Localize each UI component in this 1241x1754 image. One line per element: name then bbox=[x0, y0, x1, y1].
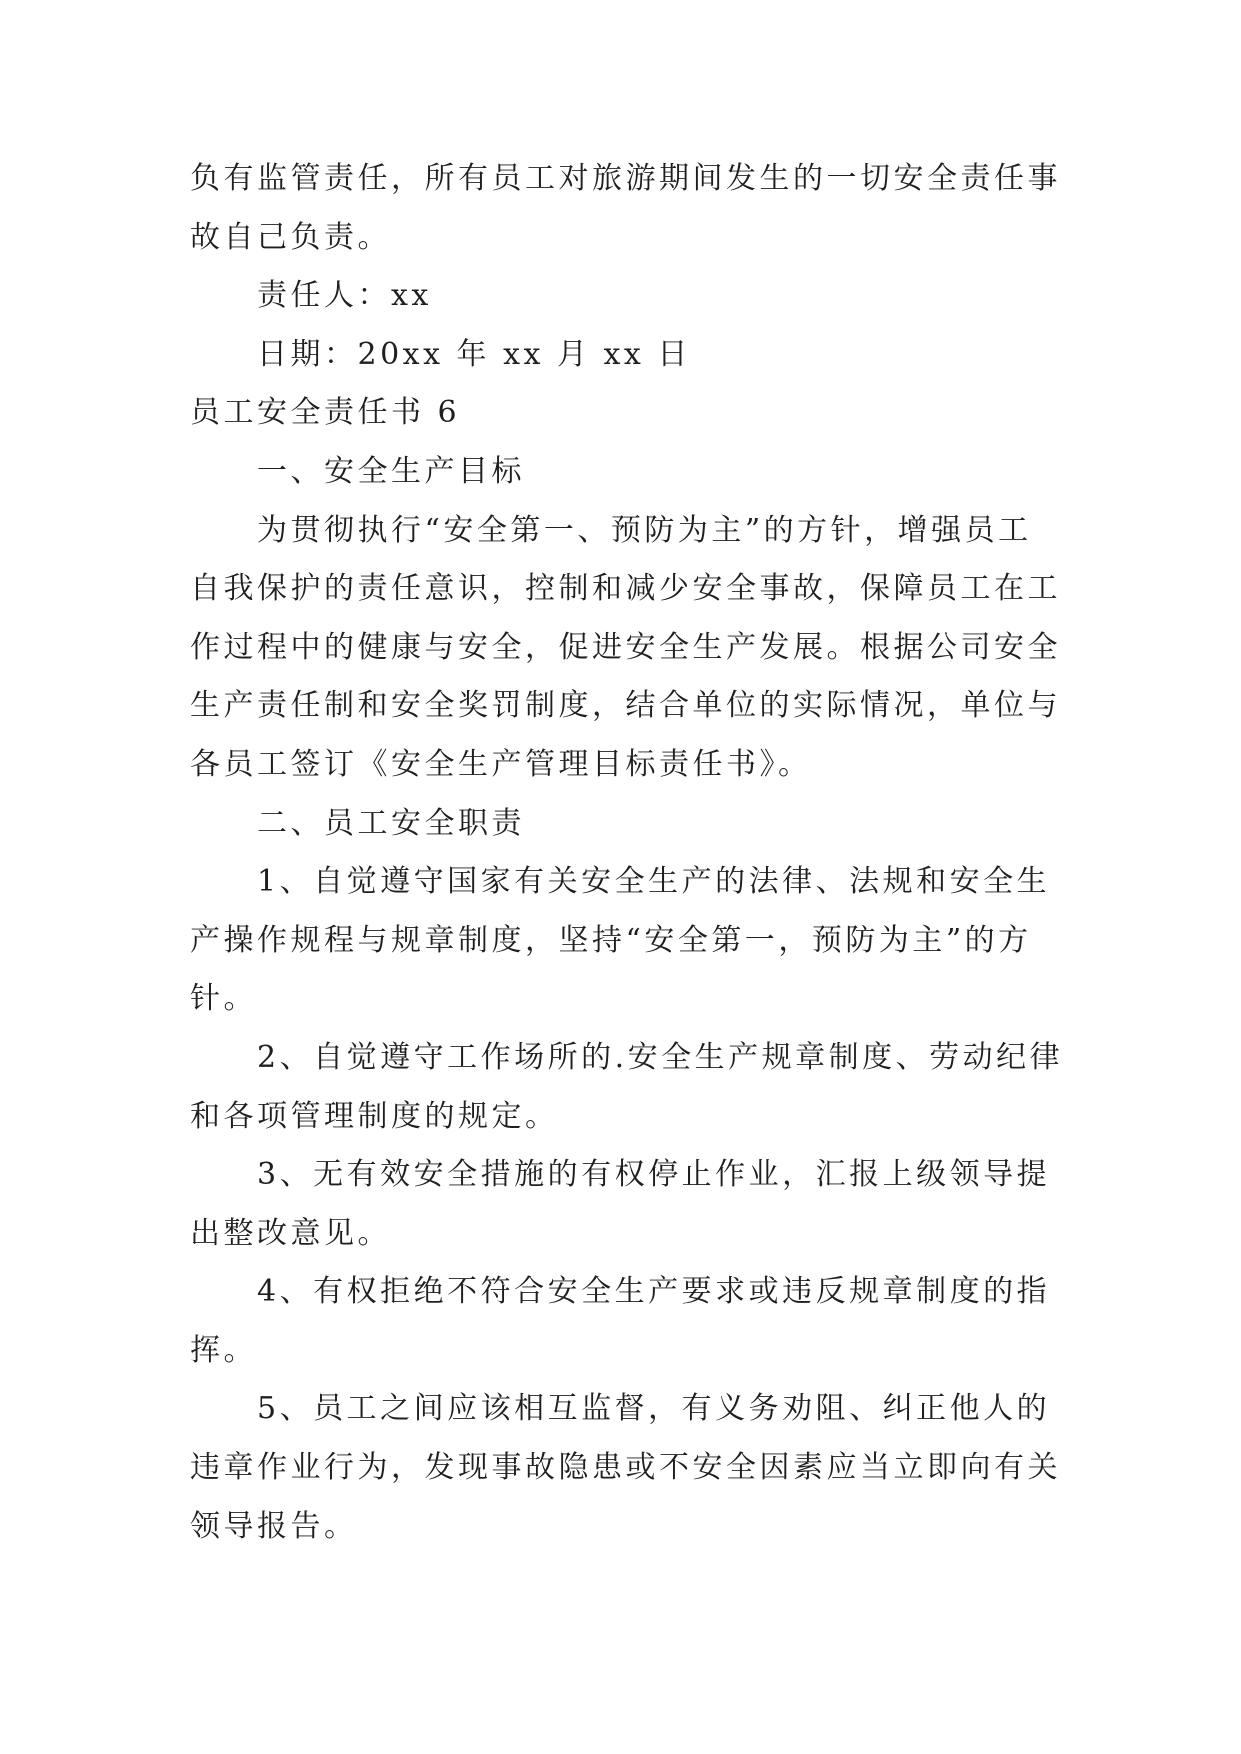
subheading-goals: 一、安全生产目标 bbox=[257, 453, 525, 489]
list-item-4: 4、有权拒绝不符合安全生产要求或违反规章制度的指 bbox=[257, 1274, 1051, 1310]
list-item-5-cont: 违章作业行为，发现事故隐患或不安全因素应当立即向有关 bbox=[190, 1450, 1061, 1486]
section-title: 员工安全责任书 6 bbox=[190, 395, 461, 431]
paragraph-line: 生产责任制和安全奖罚制度，结合单位的实际情况，单位与 bbox=[190, 688, 1061, 724]
list-item-2-cont: 和各项管理制度的规定。 bbox=[190, 1098, 559, 1134]
signatory-line: 责任人：xx bbox=[257, 278, 432, 314]
list-item-5: 5、员工之间应该相互监督，有义务劝阻、纠正他人的 bbox=[257, 1391, 1051, 1427]
paragraph-line: 各员工签订《安全生产管理目标责任书》。 bbox=[190, 746, 812, 782]
list-item-2: 2、自觉遵守工作场所的.安全生产规章制度、劳动纪律 bbox=[257, 1039, 1064, 1075]
list-item-4-cont: 挥。 bbox=[190, 1332, 257, 1368]
list-item-1-cont: 产操作规程与规章制度，坚持“安全第一，预防为主”的方 bbox=[190, 922, 1032, 958]
list-item-3-cont: 出整改意见。 bbox=[190, 1215, 391, 1251]
list-item-3: 3、无有效安全措施的有权停止作业，汇报上级领导提 bbox=[257, 1157, 1051, 1193]
paragraph-line: 负有监管责任，所有员工对旅游期间发生的一切安全责任事 bbox=[190, 161, 1061, 196]
date-line: 日期：20xx 年 xx 月 xx 日 bbox=[257, 336, 691, 372]
paragraph-line: 故自己负责。 bbox=[190, 219, 391, 255]
list-item-1: 1、自觉遵守国家有关安全生产的法律、法规和安全生 bbox=[257, 864, 1051, 900]
paragraph-line: 自我保护的责任意识，控制和减少安全事故，保障员工在工 bbox=[190, 571, 1061, 607]
paragraph-line: 作过程中的健康与安全，促进安全生产发展。根据公司安全 bbox=[190, 629, 1061, 665]
subheading-duties: 二、员工安全职责 bbox=[257, 805, 525, 841]
document-body bbox=[190, 150, 1064, 1556]
list-item-1-cont: 针。 bbox=[190, 981, 257, 1017]
list-item-5-cont: 领导报告。 bbox=[190, 1508, 358, 1544]
paragraph-line: 为贯彻执行“安全第一、预防为主”的方针，增强员工 bbox=[257, 512, 1032, 548]
